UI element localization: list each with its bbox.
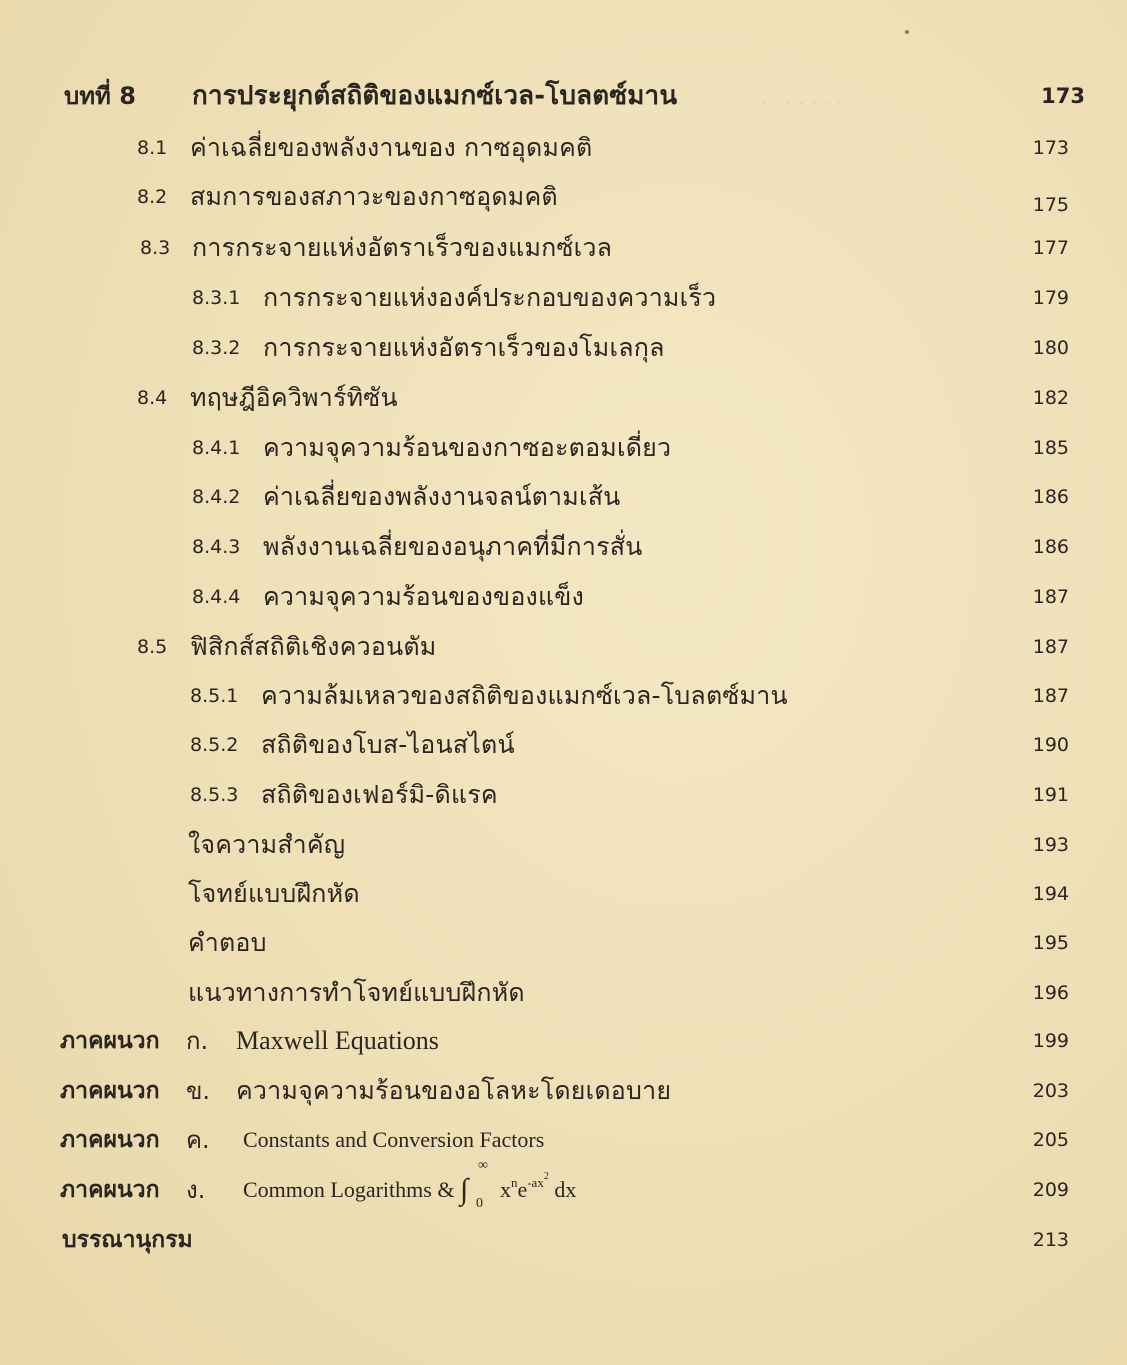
appendix-entry[interactable] [0,1071,1127,1111]
subsection-page: 186 [1032,536,1069,558]
exercises-page: 194 [1032,883,1069,905]
toc-entry[interactable] [0,278,1127,318]
appendix-entry[interactable] [0,1158,1127,1211]
section-page: 175 [1032,194,1069,216]
appendix-title-text: Common Logarithms & [243,1177,455,1202]
subsection-page: 185 [1032,437,1069,459]
toc-entry[interactable] [0,825,1127,865]
toc-entry[interactable] [0,177,1127,217]
toc-entry[interactable] [0,477,1127,517]
appendix-letter: ค. [186,1126,210,1154]
subsection-title: พลังงานเฉลี่ยของอนุภาคที่มีการสั่น [263,532,643,561]
section-page: 173 [1032,137,1069,159]
bibliography-page: 213 [1032,1229,1069,1251]
toc-entry[interactable] [0,428,1127,468]
subsection-title: ความจุความร้อนของกาซอะตอมเดี่ยว [263,433,672,462]
toc-entry[interactable] [0,676,1127,716]
appendix-page: 209 [1032,1179,1069,1201]
bibliography-label: บรรณานุกรม [62,1227,193,1253]
integral-symbol [459,1158,500,1211]
subsection-title: ค่าเฉลี่ยของพลังงานจลน์ตามเส้น [263,482,621,511]
section-title: ค่าเฉลี่ยของพลังงานของ กาซอุดมคติ [190,133,593,162]
section-page: 187 [1032,636,1069,658]
appendix-page: 205 [1032,1129,1069,1151]
section-title: สมการของสภาวะของกาซอุดมคติ [190,182,558,211]
appendix-letter: ข. [186,1077,211,1105]
section-page: 182 [1032,387,1069,409]
subsection-title: ความจุความร้อนของของแข็ง [263,582,584,611]
chapter-title: การประยุกต์สถิติของแมกซ์เวล-โบลตซ์มาน [192,81,678,111]
subsection-page: 179 [1032,287,1069,309]
section-number: 8.1 [137,137,168,159]
toc-entry[interactable] [0,923,1127,963]
appendix-page: 203 [1032,1080,1069,1102]
appendix-label: ภาคผนวก [60,1127,160,1153]
formula-dx: dx [554,1177,577,1202]
subsection-number: 8.5.3 [190,784,239,806]
solutions-page: 196 [1032,982,1069,1004]
subsection-number: 8.5.2 [190,734,239,756]
subsection-number: 8.4.3 [192,536,241,558]
toc-entry[interactable] [0,627,1127,667]
integral-lower-limit: 0 [475,1196,483,1211]
appendix-label: ภาคผนวก [60,1177,160,1203]
appendix-entry[interactable] [0,1021,1127,1061]
appendix-label: ภาคผนวก [60,1078,160,1104]
subsection-title: ความล้มเหลวของสถิติของแมกซ์เวล-โบลตซ์มาน [261,681,788,710]
subsection-number: 8.5.1 [190,685,239,707]
subsection-number: 8.3.1 [192,287,241,309]
section-number: 8.2 [137,186,168,208]
subsection-page: 180 [1032,337,1069,359]
toc-entry[interactable] [0,378,1127,418]
integral-upper-limit: ∞ [477,1158,488,1173]
section-number: 8.5 [137,636,168,658]
answers-title: คำตอบ [188,928,267,957]
subsection-number: 8.4.4 [192,586,241,608]
subsection-number: 8.4.2 [192,486,241,508]
subsection-title: การกระจายแห่งอัตราเร็วของโมเลกุล [263,333,665,362]
answers-page: 195 [1032,932,1069,954]
solutions-title: แนวทางการทำโจทย์แบบฝึกหัด [188,978,525,1007]
toc-entry[interactable] [0,527,1127,567]
formula-n: n [510,1174,518,1190]
toc-entry[interactable] [0,577,1127,617]
toc-entry[interactable] [0,775,1127,815]
subsection-number: 8.4.1 [192,437,241,459]
subsection-page: 190 [1032,734,1069,756]
section-number: 8.4 [137,387,168,409]
bibliography-entry[interactable] [0,1220,1127,1260]
section-page: 177 [1032,237,1069,259]
appendix-title: ความจุความร้อนของอโลหะโดยเดอบาย [236,1076,672,1105]
appendix-label: ภาคผนวก [60,1028,160,1054]
toc-entry[interactable] [0,128,1127,168]
formula-exponent-power: 2 [543,1171,549,1183]
subsection-page: 187 [1032,685,1069,707]
subsection-number: 8.3.2 [192,337,241,359]
appendix-letter: ก. [186,1027,209,1055]
toc-entry[interactable] [0,973,1127,1013]
formula-exponent-base: -ax [527,1174,544,1190]
toc-entry[interactable] [0,874,1127,914]
subsection-page: 186 [1032,486,1069,508]
formula-e: e [517,1177,528,1202]
toc-entry[interactable] [0,228,1127,268]
appendix-entry[interactable] [0,1120,1127,1160]
chapter-row[interactable] [0,76,1127,116]
appendix-title: Constants and Conversion Factors [243,1127,545,1152]
section-title: การกระจายแห่งอัตราเร็วของแมกซ์เวล [192,233,613,262]
integral-sign: ∫ [459,1173,469,1206]
subsection-title: สถิติของโบส-ไอนสไตน์ [261,730,515,759]
summary-page: 193 [1032,834,1069,856]
subsection-title: การกระจายแห่งองค์ประกอบของความเร็ว [263,283,717,312]
appendix-title: Maxwell Equations [236,1026,439,1055]
appendix-page: 199 [1032,1030,1069,1052]
show-through: . . . . . . . [760,86,843,110]
toc-entry[interactable] [0,725,1127,765]
summary-title: ใจความสำคัญ [188,830,346,859]
appendix-title [243,1158,577,1211]
subsection-page: 191 [1032,784,1069,806]
exercises-title: โจทย์แบบฝึกหัด [188,879,360,908]
formula-exponent [527,1171,549,1190]
paper-speck [905,30,909,34]
appendix-letter: ง. [186,1176,206,1204]
subsection-page: 187 [1032,586,1069,608]
toc-entry[interactable] [0,328,1127,368]
section-title: ทฤษฎีอิควิพาร์ทิซัน [190,383,398,412]
chapter-page: 173 [1041,84,1085,108]
section-title: ฟิสิกส์สถิติเชิงควอนตัม [190,632,437,661]
section-number: 8.3 [140,237,171,259]
subsection-title: สถิติของเฟอร์มิ-ดิแรค [261,780,498,809]
chapter-label: บทที่ 8 [64,82,136,110]
formula-x: x [499,1177,511,1202]
